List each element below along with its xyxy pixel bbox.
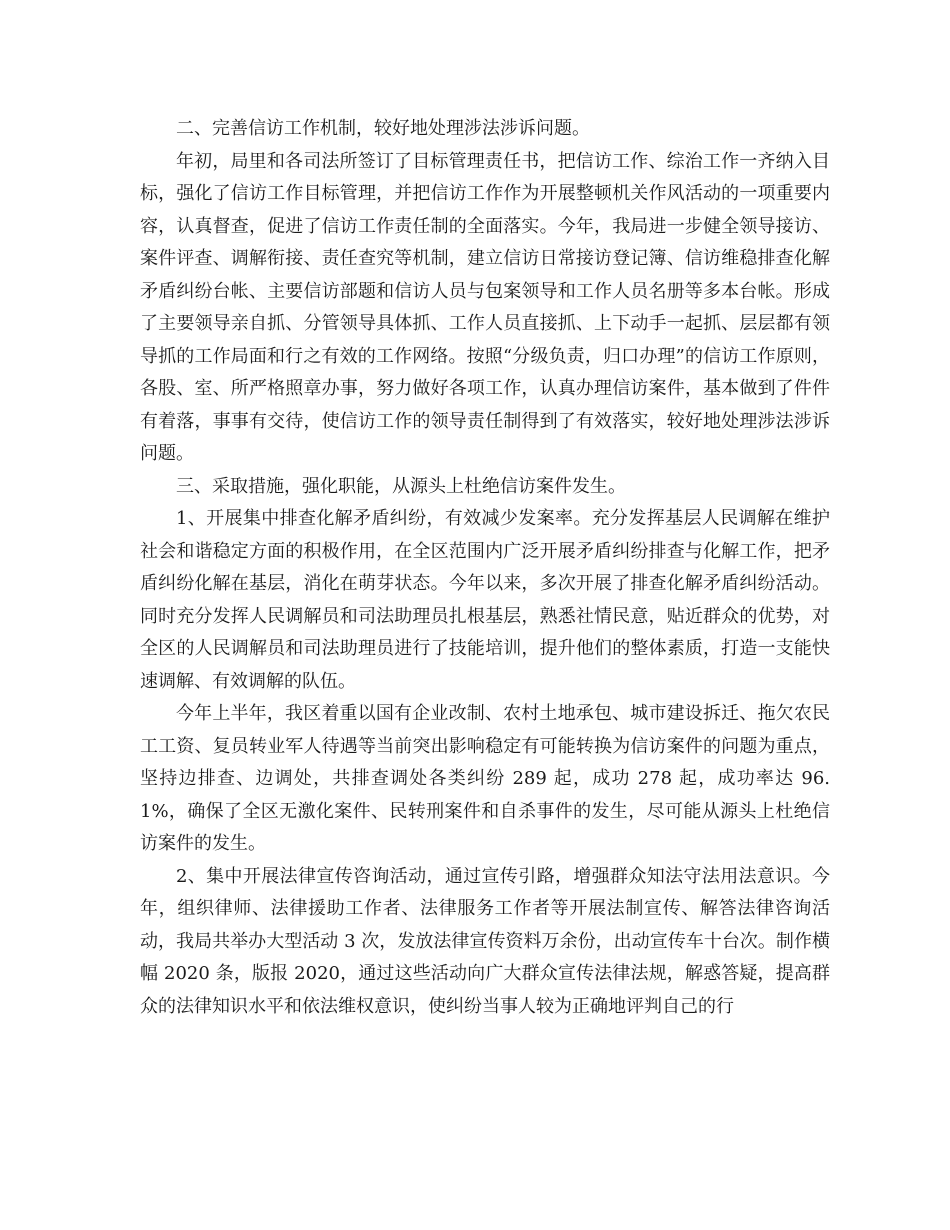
document-body xyxy=(140,113,830,1023)
body-paragraph: 2、集中开展法律宣传咨询活动，通过宣传引路，增强群众知法守法用法意识。今年，组织律师、法律援助工作者、法律服务工作者等开展法制宣传、解答法律咨询活动，我局共举办大型活动 3 次，发放法律宣传资料万余份，出动宣传车十台次。制作横幅 2020 条，版报 2020，通过这些活动向广大群众宣传法律法规，解惑答疑，提高群众的法律知识水平和依法维权意识，使纠纷当事人较为正确地评判自己的行 xyxy=(140,865,830,1017)
section-heading-3: 三、采取措施，强化职能，从源头上杜绝信访案件发生。 xyxy=(176,475,626,497)
section-heading-2: 二、完善信访工作机制，较好地处理涉法涉诉问题。 xyxy=(176,118,590,139)
body-paragraph: 1、开展集中排查化解矛盾纠纷，有效减少发案率。充分发挥基层人民调解在维护社会和谐稳定方面的积极作用，在全区范围内广泛开展矛盾纠纷排查与化解工作，把矛盾纠纷化解在基层，消化在萌芽状态。今年以来，多次开展了排查化解矛盾纠纷活动。同时充分发挥人民调解员和司法助理员扎根基层，熟悉社情民意，贴近群众的优势，对全区的人民调解员和司法助理员进行了技能培训，提升他们的整体素质，打造一支能快速调解、有效调解的队伍。 xyxy=(140,508,830,692)
body-paragraph: 年初，局里和各司法所签订了目标管理责任书，把信访工作、综治工作一齐纳入目标，强化了信访工作目标管理，并把信访工作作为开展整顿机关作风活动的一项重要内容，认真督查，促进了信访工作责任制的全面落实。今年，我局进一步健全领导接访、案件评查、调解衔接、责任查究等机制，建立信访日常接访登记簿、信访维稳排查化解矛盾纠纷台帐、主要信访部题和信访人员与包案领导和工作人员名册等多本台帐。形成了主要领导亲自抓、分管领导具体抓、工作人员直接抓、上下动手一起抓、层层都有领导抓的工作局面和行之有效的工作网络。按照“分级负责，归口办理”的信访工作原则，各股、室、所严格照章办事，努力做好各项工作，认真办理信访案件，基本做到了件件有着落，事事有交待，使信访工作的领导责任制得到了有效落实，较好地处理涉法涉诉问题。 xyxy=(140,150,830,464)
body-paragraph: 今年上半年，我区着重以国有企业改制、农村土地承包、城市建设拆迁、拖欠农民工工资、复员转业军人待遇等当前突出影响稳定有可能转换为信访案件的问题为重点，坚持边排查、边调处，共排查调处各类纠纷 289 起，成功 278 起，成功率达 96.1%，确保了全区无激化案件、民转刑案件和自杀事件的发生，尽可能从源头上杜绝信访案件的发生。 xyxy=(140,703,830,854)
